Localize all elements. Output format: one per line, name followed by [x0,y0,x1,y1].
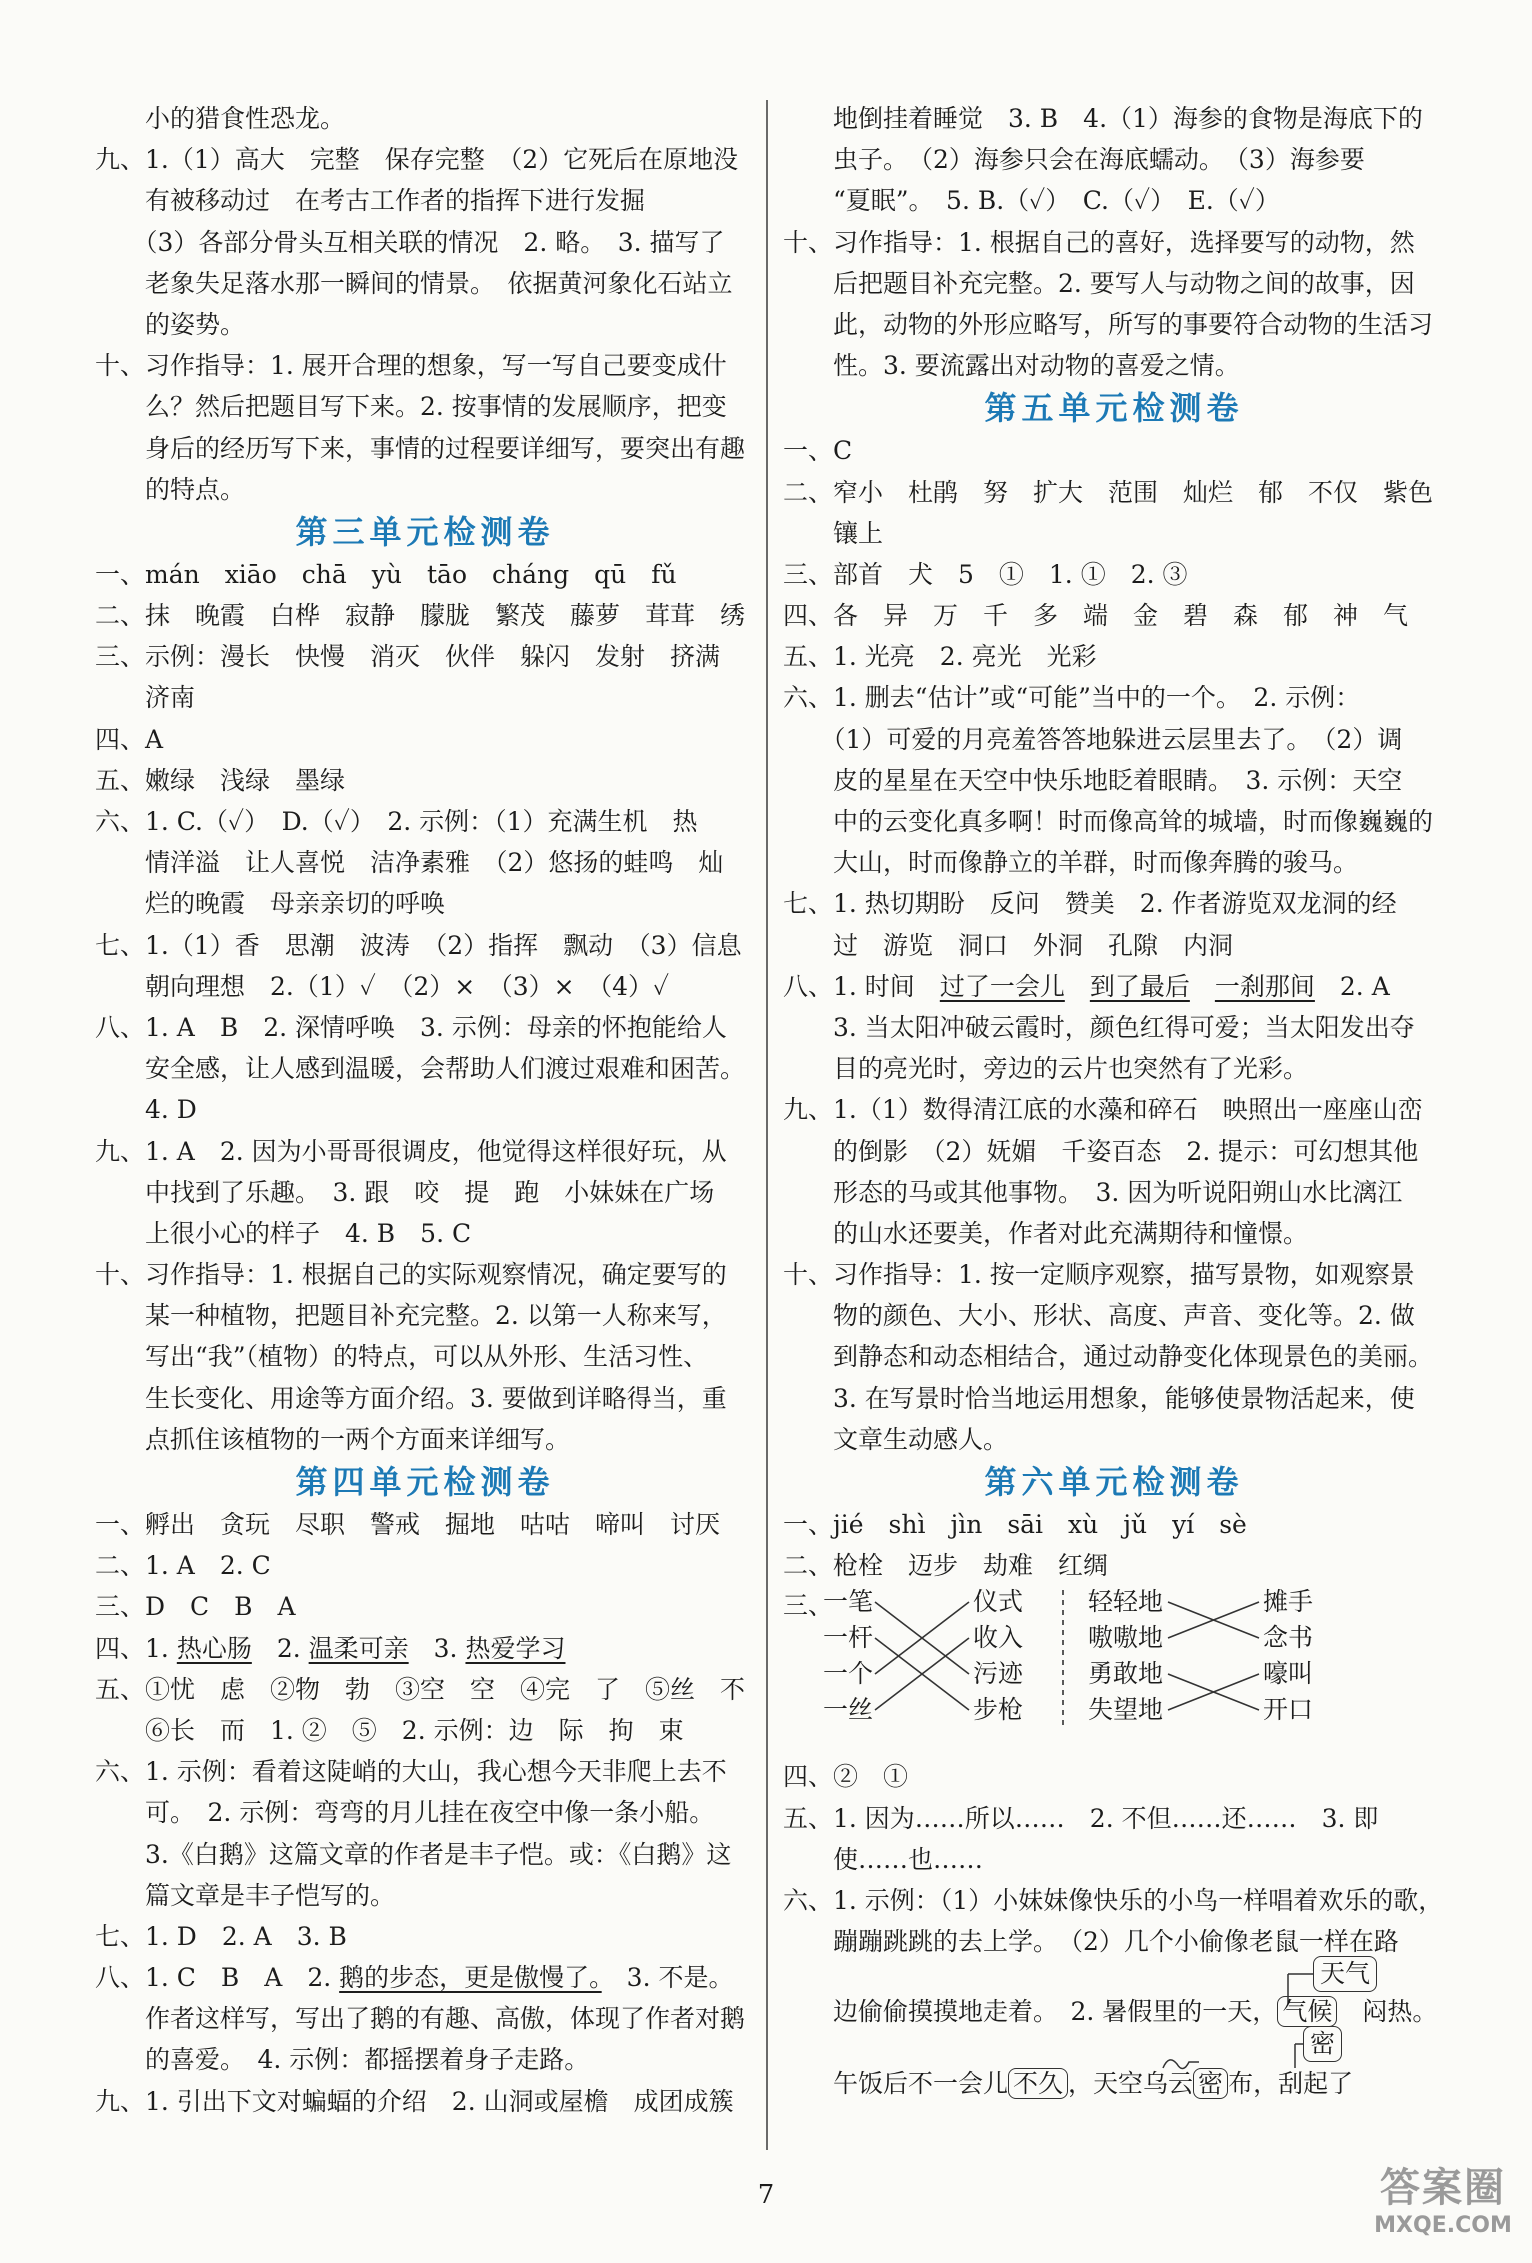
answer-line: （3）各部分骨头互相关联的情况 2. 略。 3. 描写了 [95,227,725,257]
answer-line: 3. 当太阳冲破云霞时，颜色红得可爱；当太阳发出夺 [783,1012,1415,1042]
answer-text: 八、1. C B A 2. [95,1963,340,1993]
answer-line: 点抓住该植物的一两个方面来详细写。 [95,1424,571,1454]
answer-text: 午饭后不一会儿 [783,2069,1009,2099]
answer-line: 生长变化、用途等方面介绍。3. 要做到详略得当，重 [95,1383,727,1413]
answer-text: 闷热。 [1362,1997,1438,2027]
page-number: 7 [757,2180,775,2210]
answer-line: 此，动物的外形应略写，所写的事要符合动物的生活习 [783,309,1434,339]
answer-text [1190,972,1215,1001]
answer-line: 可。 2. 示例：弯弯的月儿挂在夜空中像一条小船。 [95,1798,715,1828]
answer-line: 作者这样写，写出了鹅的有趣、高傲，体现了作者对鹅 [95,2004,746,2034]
correction-exercise [783,1959,1445,2102]
underlined-answer: 热爱学习 [465,1633,566,1663]
answer-line: 朝向理想 2.（1）✓ （2）× （3）× （4）✓ [95,971,670,1001]
answer-line: 写出“我”（植物）的特点，可以从外形、生活习性、 [95,1342,709,1372]
answer-line: 十、习作指导：1. 根据自己的实际观察情况，确定要写的 [95,1260,727,1290]
right-column [783,98,1445,2102]
match-right-b: 嚎叫 [1263,1659,1314,1689]
answer-text: 2. [251,1633,309,1663]
answer-line: 性。3. 要流露出对动物的喜爱之情。 [783,351,1240,381]
answer-line: 一、孵出 贪玩 尽职 警戒 掘地 咕咕 啼叫 讨厌 [95,1510,721,1539]
answer-line: ⑥长 而 1. ② ⑤ 2. 示例：边 际 拘 束 [95,1715,684,1745]
answer-line: 十、习作指导：1. 根据自己的喜好，选择要写的动物，然 [783,227,1415,257]
answer-line: 老象失足落水那一瞬间的情景。 依据黄河象化石站立 [95,268,733,298]
answer-line: 五、嫩绿 浅绿 墨绿 [95,765,346,795]
match-right-b: 摊手 [1263,1587,1314,1617]
answer-line: 六、1. C.（✓） D.（✓） 2. 示例：（1）充满生机 热 [95,807,698,836]
answer-line: 二、枪栓 迈步 劫难 红绸 [783,1551,1109,1581]
correction-insert: 密 [1303,2026,1342,2062]
answer-line: 上很小心的样子 4. B 5. C [95,1218,472,1248]
answer-line: 五、1. 光亮 2. 亮光 光彩 [783,642,1097,672]
answer-line: 的姿势。 [95,309,246,339]
section-title-unit6: 第六单元检测卷 [984,1463,1244,1501]
answer-line: 十、习作指导：1. 按一定顺序观察，描写景物，如观察景 [783,1260,1415,1290]
answer-line: 虫子。 （2）海参只会在海底蠕动。 （3）海参要 [783,145,1365,175]
answer-line: 二、窄小 杜鹃 努 扩大 范围 灿烂 郁 不仅 紫色 [783,477,1434,507]
correction-insert: 天气 [1313,1956,1377,1992]
answer-line: 九、1.（1）高大 完整 保存完整 （2）它死后在原地没 [95,145,739,175]
answer-line: 九、1. A 2. 因为小哥哥很调皮，他觉得这样很好玩，从 [95,1136,727,1166]
struck-word: 不久 [1008,2068,1068,2099]
underlined-answer: 过了一会儿 [939,971,1065,1001]
answer-line: 到静态和动态相结合，通过动静变化体现景色的美丽。 [783,1342,1434,1372]
watermark-logo [1368,2163,1518,2253]
answer-line: 六、1. 示例：看着这陡峭的大山，我心想今天非爬上去不 [95,1757,727,1787]
match-left-b: 污迹 [973,1659,1024,1689]
section-title-unit4: 第四单元检测卷 [295,1463,555,1501]
section-title-unit5: 第五单元检测卷 [984,389,1244,428]
answer-line: 七、1. D 2. A 3. B [95,1921,347,1951]
match-right-a: 失望地 [1088,1695,1164,1725]
answer-line: 安全感，让人感到温暖，会帮助人们渡过艰难和困苦。 [95,1054,746,1084]
answer-text: 布，刮起了 [1228,2069,1354,2099]
answer-line: 七、1.（1）香 思潮 波涛 （2）指挥 飘动 （3）信息 [95,930,742,960]
match-left-a: 一杆 [823,1623,874,1653]
match-right-b: 开口 [1263,1695,1314,1725]
match-left-a: 一丝 [823,1695,874,1725]
answer-line: 么？然后把题目写下来。2. 按事情的发展顺序，把变 [95,392,727,422]
underlined-answer: 热心肠 [176,1633,252,1663]
answer-line: 的山水还要美，作者对此充满期待和憧憬。 [783,1218,1309,1248]
answer-text: 3. 不是。 [601,1963,734,1993]
column-divider [766,100,768,2150]
answer-text: 八、1. 时间 [783,971,940,1001]
struck-word: 密 [1193,2068,1228,2099]
answer-line [95,1957,755,1998]
watermark-text: 答案圈 [1380,2165,1506,2211]
answer-line: 中的云变化真多啊！时而像高耸的城墙，时而像巍巍的 [783,807,1434,836]
answer-line: 大山，时而像静立的羊群，时而像奔腾的骏马。 [783,848,1359,878]
answer-text: 四、1. [95,1633,177,1663]
answer-line: 小的猎食性恐龙。 [95,104,346,133]
answer-line: 一、jié shì jìn sāi xù jǔ yí sè [783,1510,1247,1539]
answer-line: 的倒影 （2）妩媚 千姿百态 2. 提示：可幻想其他 [783,1136,1419,1166]
underlined-answer: 鹅的步态，更是傲慢了。 [339,1963,602,1993]
left-column [95,98,755,2122]
match-left-b: 步枪 [973,1695,1024,1725]
answer-text: ，天空乌云 [1068,2069,1194,2099]
match-right-a: 嗷嗷地 [1088,1623,1164,1653]
answer-text: 3. [408,1633,466,1663]
answer-line: 有被移动过 在考古工作者的指挥下进行发掘 [95,186,646,216]
answer-line: 四、各 异 万 千 多 端 金 碧 森 郁 神 气 [783,601,1409,631]
matching-lines [783,1586,1443,1736]
answer-line: 十、习作指导：1. 展开合理的想象，写一写自己要变成什 [95,351,727,381]
answer-line [783,2064,1443,2104]
answer-line: 使……也…… [783,1844,984,1874]
answer-line: 中找到了乐趣。 3. 跟 咬 提 跑 小妹妹在广场 [95,1177,715,1207]
answer-line: 后把题目补充完整。2. 要写人与动物之间的故事，因 [783,268,1415,298]
answer-line: 物的颜色、大小、形状、高度、声音、变化等。2. 做 [783,1301,1415,1331]
answer-line: 六、1. 示例：（1）小妹妹像快乐的小鸟一样唱着欢乐的歌， [783,1885,1444,1915]
answer-line [783,1992,1443,2032]
answer-line: 七、1. 热切期盼 反问 赞美 2. 作者游览双龙洞的经 [783,889,1397,919]
answer-line: 三、示例：漫长 快慢 消灭 伙伴 躲闪 发射 挤满 [95,642,721,672]
question-number: 三、 [783,1591,834,1621]
answer-line: 身后的经历写下来，事情的过程要详细写，要突出有趣 [95,433,746,463]
answer-line: 某一种植物，把题目补充完整。2. 以第一人称来写， [95,1301,727,1331]
answer-text: 2. A [1314,971,1390,1001]
answer-text: 边偷偷摸摸地走着。 2. 暑假里的一天， [783,1997,1278,2027]
section-title-unit3: 第三单元检测卷 [295,512,555,551]
answer-line: 五、①忧 虑 ②物 勃 ③空 空 ④完 了 ⑤丝 不 [95,1674,746,1704]
answer-line: 九、1.（1）数得清江底的水藻和碎石 映照出一座座山峦 [783,1095,1423,1125]
answer-line: 目的亮光时，旁边的云片也突然有了光彩。 [783,1054,1309,1084]
answer-line: （1）可爱的月亮羞答答地躲进云层里去了。 （2）调 [783,724,1403,754]
matching-exercise [783,1586,1445,1756]
answer-line: 形态的马或其他事物。 3. 因为听说阳朔山水比漓江 [783,1177,1403,1207]
match-left-a: 一个 [823,1659,874,1689]
answer-line: 二、抹 晚霞 白桦 寂静 朦胧 繁茂 藤萝 茸茸 绣 [95,601,746,631]
answer-line: 的喜爱。 4. 示例：都摇摆着身子走路。 [95,2045,590,2075]
answer-line: 3.《白鹅》这篇文章的作者是丰子恺。或：《白鹅》这 [95,1839,732,1869]
struck-word: 气候 [1277,1996,1337,2027]
answer-line: 4. D [95,1095,197,1125]
answer-line: “夏眠”。 5. B.（✓） C.（✓） E.（✓） [783,186,1280,216]
answer-line: 过 游览 洞口 外洞 孔隙 内洞 [783,930,1234,960]
answer-line: 三、D C B A [95,1592,296,1622]
answer-line [95,1628,755,1669]
answer-text [1065,972,1090,1001]
answer-line: 五、1. 因为……所以…… 2. 不但……还…… 3. 即 [783,1803,1379,1833]
answer-line [783,966,1445,1007]
answer-line: 文章生动感人。 [783,1424,1009,1454]
answer-line: 3. 在写景时恰当地运用想象，能够使景物活起来，使 [783,1383,1415,1413]
match-left-a: 一笔 [823,1587,874,1617]
answer-line: 济南 [95,683,196,713]
answer-line: 的特点。 [95,474,246,504]
answer-line: 篇文章是丰子恺写的。 [95,1880,396,1910]
answer-line: 八、1. A B 2. 深情呼唤 3. 示例：母亲的怀抱能给人 [95,1012,727,1042]
match-right-a: 轻轻地 [1088,1587,1164,1617]
answer-line: 一、C [783,436,853,466]
match-left-b: 收入 [973,1623,1024,1653]
watermark-url: MXQE.COM [1374,2213,1512,2238]
match-right-b: 念书 [1263,1623,1314,1653]
answer-line: 二、1. A 2. C [95,1551,271,1581]
underlined-answer: 到了最后 [1089,971,1190,1001]
match-left-b: 仪式 [973,1587,1024,1617]
answer-line: 情洋溢 让人喜悦 洁净素雅 （2）悠扬的蛙鸣 灿 [95,848,724,878]
answer-line: 九、1. 引出下文对蝙蝠的介绍 2. 山洞或屋檐 成团成簇 [95,2086,734,2116]
answer-line: 四、② ① [783,1762,909,1792]
underlined-answer: 一刹那间 [1214,971,1315,1001]
answer-line: 一、mán xiāo chā yù tāo cháng qū fǔ [95,559,677,589]
answer-line: 地倒挂着睡觉 3. B 4.（1）海参的食物是海底下的 [783,104,1423,133]
answer-line: 皮的星星在天空中快乐地眨着眼睛。 3. 示例：天空 [783,765,1403,795]
underlined-answer: 温柔可亲 [308,1633,409,1663]
match-right-a: 勇敢地 [1088,1659,1164,1689]
answer-line: 蹦蹦跳跳的去上学。 （2）几个小偷像老鼠一样在路 [783,1927,1399,1957]
answer-line: 六、1. 删去“估计”或“可能”当中的一个。 2. 示例： [783,683,1361,713]
answer-line: 四、A [95,724,164,754]
answer-line: 烂的晚霞 母亲亲切的呼唤 [95,889,446,919]
answer-line: 镶上 [783,518,884,548]
answer-line: 三、部首 犬 5 ① 1. ① 2. ③ [783,559,1188,589]
